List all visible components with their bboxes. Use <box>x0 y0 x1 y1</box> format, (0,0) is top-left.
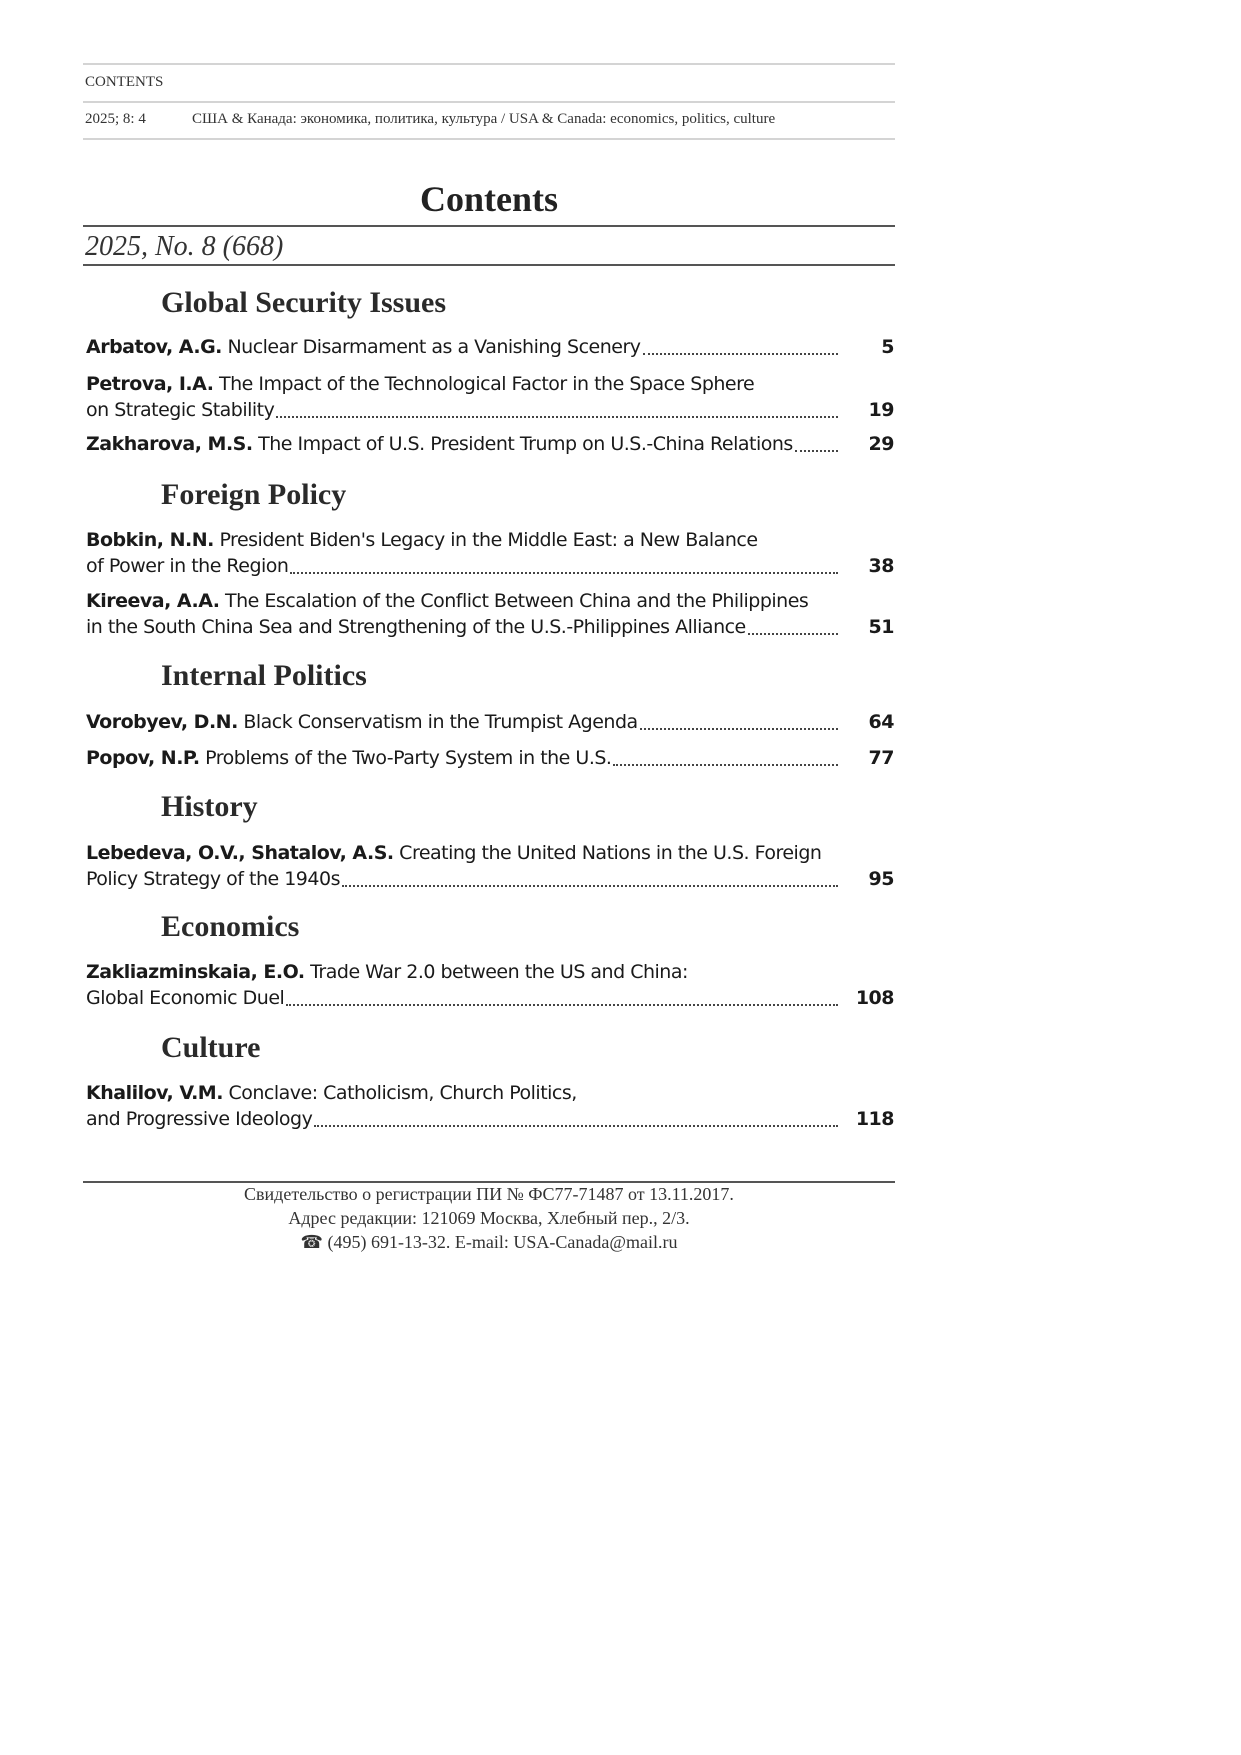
toc-entry[interactable] <box>86 334 894 360</box>
entry-line <box>86 1106 894 1132</box>
toc-entry[interactable] <box>86 709 894 735</box>
section-heading: Foreign Policy <box>161 478 347 511</box>
entry-title-continued: and Progressive Ideology <box>86 1108 313 1130</box>
dot-leader <box>290 572 838 574</box>
entry-author: Lebedeva, O.V., Shatalov, A.S. <box>86 842 394 864</box>
entry-title-continued: of Power in the Region <box>86 555 289 577</box>
section-heading: Economics <box>161 910 300 943</box>
entry-author: Vorobyev, D.N. <box>86 711 238 733</box>
entry-line <box>86 553 894 579</box>
entry-author: Khalilov, V.M. <box>86 1082 223 1104</box>
entry-author: Zakliazminskaia, E.O. <box>86 961 305 983</box>
entry-author: Kireeva, A.A. <box>86 590 220 612</box>
running-header-issue-ref: 2025; 8: 4 <box>85 111 146 127</box>
dot-leader <box>276 416 838 418</box>
footer-registration: Свидетельство о регистрации ПИ № ФС77-71487 от 13.11.2017. <box>244 1184 734 1204</box>
entry-page-number[interactable]: 19 <box>868 399 894 421</box>
footer-address: Адрес редакции: 121069 Москва, Хлебный пер., 2/3. <box>288 1208 690 1228</box>
entry-title: The Escalation of the Conflict Between China and the Philippines <box>225 590 809 612</box>
section-heading: Internal Politics <box>161 659 367 692</box>
toc-entry[interactable] <box>86 1080 894 1132</box>
entry-line <box>86 745 894 771</box>
entry-page-number[interactable]: 38 <box>868 555 894 577</box>
dot-leader <box>748 633 838 635</box>
dot-leader <box>643 353 838 355</box>
dot-leader <box>640 728 838 730</box>
entry-line <box>86 840 894 866</box>
toc-entry[interactable] <box>86 588 894 640</box>
page-title: Contents <box>419 179 558 219</box>
issue-rule <box>83 264 895 266</box>
toc-entry[interactable] <box>86 840 894 892</box>
entry-line <box>86 985 894 1011</box>
entry-title-continued: in the South China Sea and Strengthening of the U.S.-Philippines Alliance <box>86 616 746 638</box>
entry-title: Nuclear Disarmament as a Vanishing Scenery <box>227 336 641 358</box>
entry-page-number[interactable]: 108 <box>855 987 894 1009</box>
entry-title: President Biden's Legacy in the Middle East: a New Balance <box>219 529 758 551</box>
entry-page-number[interactable]: 77 <box>868 747 894 769</box>
entry-line <box>86 614 894 640</box>
running-header-section: CONTENTS <box>85 74 164 90</box>
entry-page-number[interactable]: 29 <box>868 433 894 455</box>
header-rule-bottom <box>83 138 895 140</box>
toc-entry[interactable] <box>86 527 894 579</box>
telephone-icon: ☎ <box>300 1232 323 1252</box>
entry-line <box>86 959 894 985</box>
entry-line <box>86 397 894 423</box>
entry-line <box>86 866 894 892</box>
entry-line <box>86 588 894 614</box>
entry-title-continued: Global Economic Duel <box>86 987 285 1009</box>
section-heading: Global Security Issues <box>161 286 447 319</box>
section-heading: Culture <box>161 1031 261 1064</box>
dot-leader <box>795 450 838 452</box>
entry-page-number[interactable]: 51 <box>868 616 894 638</box>
entry-title: The Impact of the Technological Factor in the Space Sphere <box>218 373 755 395</box>
section-heading: History <box>161 790 258 823</box>
entry-title: Problems of the Two-Party System in the U.S. <box>205 747 612 769</box>
entry-line <box>86 527 894 553</box>
header-rule-top <box>83 63 895 65</box>
entry-title: Creating the United Nations in the U.S. Foreign <box>399 842 822 864</box>
toc-entry[interactable] <box>86 431 894 457</box>
footer-contact: (495) 691-13-32. E-mail: USA-Canada@mail.ru <box>327 1232 678 1252</box>
toc-entry[interactable] <box>86 371 894 423</box>
entry-line <box>86 431 894 457</box>
entry-author: Arbatov, A.G. <box>86 336 222 358</box>
entry-title: Black Conservatism in the Trumpist Agenda <box>243 711 638 733</box>
toc-entry[interactable] <box>86 959 894 1011</box>
footer-contact-line <box>83 1232 895 1253</box>
entry-title-continued: on Strategic Stability <box>86 399 275 421</box>
entry-line <box>86 1080 894 1106</box>
entry-title-continued: Policy Strategy of the 1940s <box>86 868 340 890</box>
entry-line <box>86 371 894 397</box>
dot-leader <box>314 1125 838 1127</box>
entry-page-number[interactable]: 118 <box>855 1108 894 1130</box>
entry-title: Trade War 2.0 between the US and China: <box>310 961 688 983</box>
entry-author: Popov, N.P. <box>86 747 200 769</box>
issue-number: 2025, No. 8 (668) <box>85 231 284 262</box>
entry-author: Petrova, I.A. <box>86 373 214 395</box>
entry-author: Zakharova, M.S. <box>86 433 253 455</box>
entry-title: Conclave: Catholicism, Church Politics, <box>228 1082 577 1104</box>
entry-page-number[interactable]: 64 <box>868 711 894 733</box>
header-rule-middle <box>83 101 895 103</box>
running-header-journal: США & Канада: экономика, политика, культура / USA & Canada: economics, politics, culture <box>192 111 776 127</box>
toc-entry[interactable] <box>86 745 894 771</box>
footer-rule <box>83 1181 895 1183</box>
entry-line <box>86 334 894 360</box>
title-rule <box>83 225 895 227</box>
entry-line <box>86 709 894 735</box>
dot-leader <box>286 1004 838 1006</box>
entry-author: Bobkin, N.N. <box>86 529 214 551</box>
entry-page-number[interactable]: 95 <box>868 868 894 890</box>
entry-title: The Impact of U.S. President Trump on U.S.-China Relations <box>258 433 793 455</box>
entry-page-number[interactable]: 5 <box>881 336 894 358</box>
dot-leader <box>342 885 838 887</box>
dot-leader <box>613 764 838 766</box>
